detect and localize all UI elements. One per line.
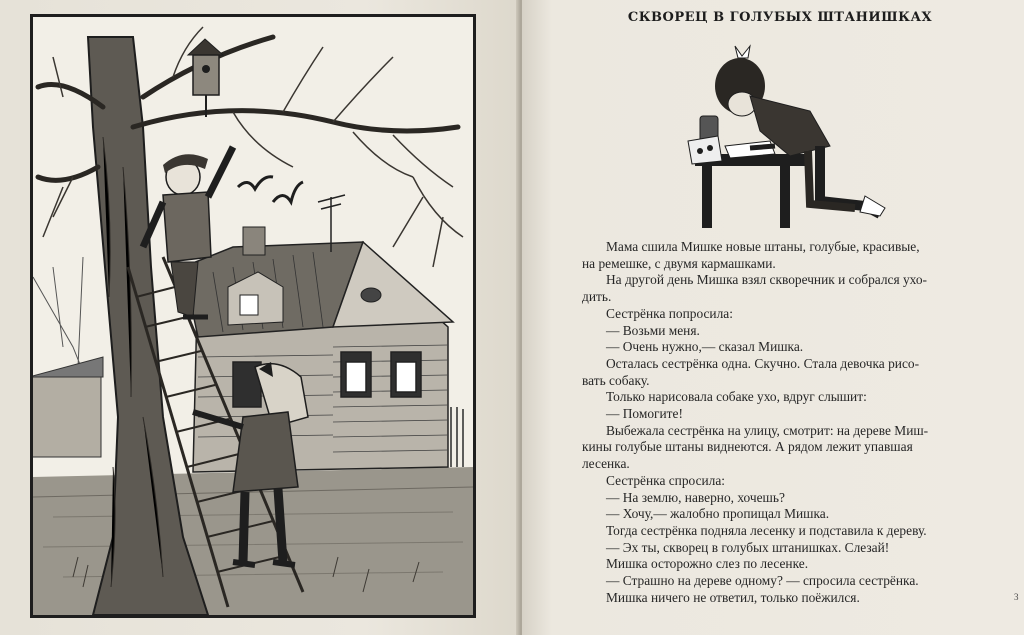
story-line: Осталась сестрёнка одна. Скучно. Стала девочка рисо- — [606, 355, 920, 371]
page-number: 3 — [1014, 592, 1019, 602]
story-line: — Очень нужно,— сказал Мишка. — [606, 339, 804, 355]
story-line: Мама сшила Мишке новые штаны, голубые, красивые, — [606, 239, 920, 254]
story-line: — Возьми меня. — [606, 322, 700, 338]
main-illustration — [30, 14, 476, 618]
story-line: — Помогите! — [606, 406, 683, 422]
story-line: дить. — [582, 289, 612, 305]
story-line: — Хочу,— жалобно пропищал Мишка. — [606, 506, 830, 522]
story-line: — Эх ты, скворец в голубых штанишках. Слезай! — [606, 539, 890, 555]
story-line: — Страшно на дереве одному? — спросила сестрёнка. — [606, 573, 919, 589]
story-line: на ремешке, с двумя кармашками. — [582, 255, 776, 271]
story-line: вать собаку. — [582, 372, 650, 388]
story-line: Выбежала сестрёнка на улицу, смотрит: на дереве Миш- — [606, 422, 929, 438]
story-title: СКВОРЕЦ В ГОЛУБЫХ ШТАНИШКАХ — [627, 10, 933, 25]
story-line: кины голубые штаны виднеются. А рядом лежит упавшая — [582, 439, 913, 455]
story-line: Тогда сестрёнка подняла лесенку и подставила к дереву. — [606, 522, 927, 538]
story-line: Мишка ничего не ответил, только поёжился. — [606, 589, 860, 605]
illustration-drawing — [33, 17, 473, 615]
story-line: лесенка. — [582, 456, 630, 472]
story-line: На другой день Мишка взял скворечник и собрался ухо- — [606, 272, 928, 288]
story-line: Сестрёнка спросила: — [606, 472, 726, 488]
spot-illustration — [680, 36, 910, 232]
story-line: Сестрёнка попросила: — [606, 305, 733, 321]
story-line: — На землю, наверно, хочешь? — [606, 489, 785, 505]
story-text — [582, 239, 1014, 606]
story-line: Только нарисовала собаке ухо, вдруг слышит: — [606, 389, 867, 405]
story-line: Мишка осторожно слез по лесенке. — [606, 556, 809, 572]
